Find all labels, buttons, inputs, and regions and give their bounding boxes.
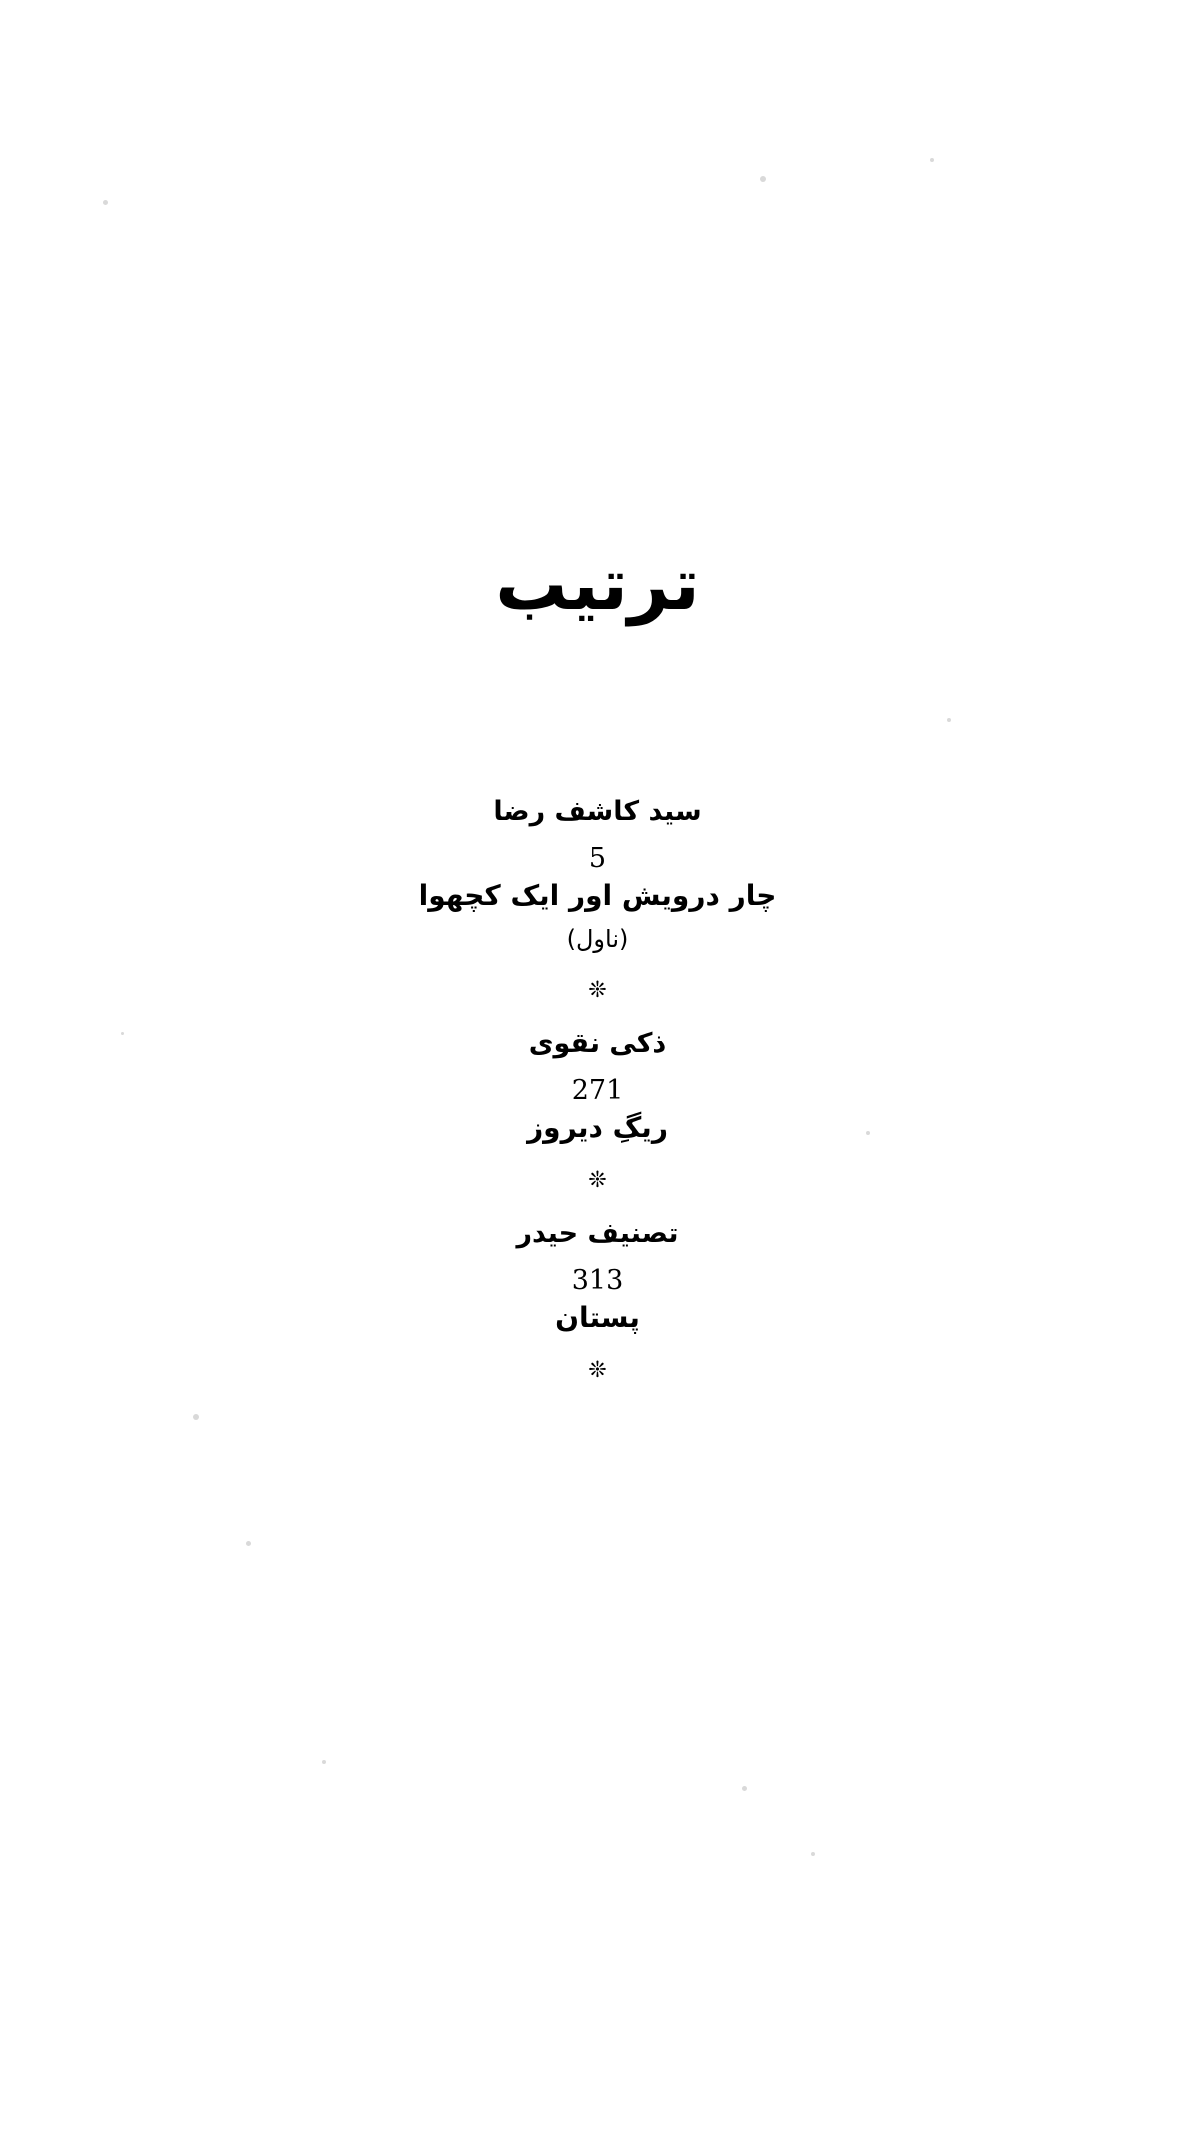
paper-speck (760, 176, 766, 182)
paper-speck (742, 1786, 747, 1791)
entry-work-title: ریگِ دیروز (527, 1110, 668, 1144)
paper-speck (246, 1541, 251, 1546)
table-of-contents (0, 790, 1195, 1408)
entry-work-title: چار درویش اور ایک کچھوا (418, 879, 777, 913)
ornament-divider-icon: ❊ (588, 1358, 607, 1384)
paper-speck (103, 200, 108, 205)
entry-subtitle: (ناول) (566, 925, 629, 954)
entry-page-number: 313 (571, 1265, 624, 1297)
paper-speck (811, 1852, 815, 1856)
entry-author: سید کاشف رضا (493, 796, 702, 827)
paper-speck (930, 158, 934, 162)
list-item[interactable] (0, 1028, 1195, 1144)
ornament-divider-icon: ❊ (588, 1168, 607, 1194)
paper-speck (947, 718, 951, 722)
paper-speck (322, 1760, 326, 1764)
entry-author: ذکی نقوی (528, 1027, 667, 1059)
entry-work-title: پستان (555, 1301, 640, 1335)
entry-page-number: 271 (571, 1074, 624, 1106)
paper-speck (193, 1414, 199, 1420)
entry-author: تصنیف حیدر (516, 1218, 679, 1250)
list-item[interactable] (0, 796, 1195, 954)
list-item[interactable] (0, 1218, 1195, 1334)
entry-page-number: 5 (588, 843, 607, 875)
ornament-divider-icon: ❊ (588, 977, 607, 1003)
page-title: ترتیب (495, 542, 700, 627)
